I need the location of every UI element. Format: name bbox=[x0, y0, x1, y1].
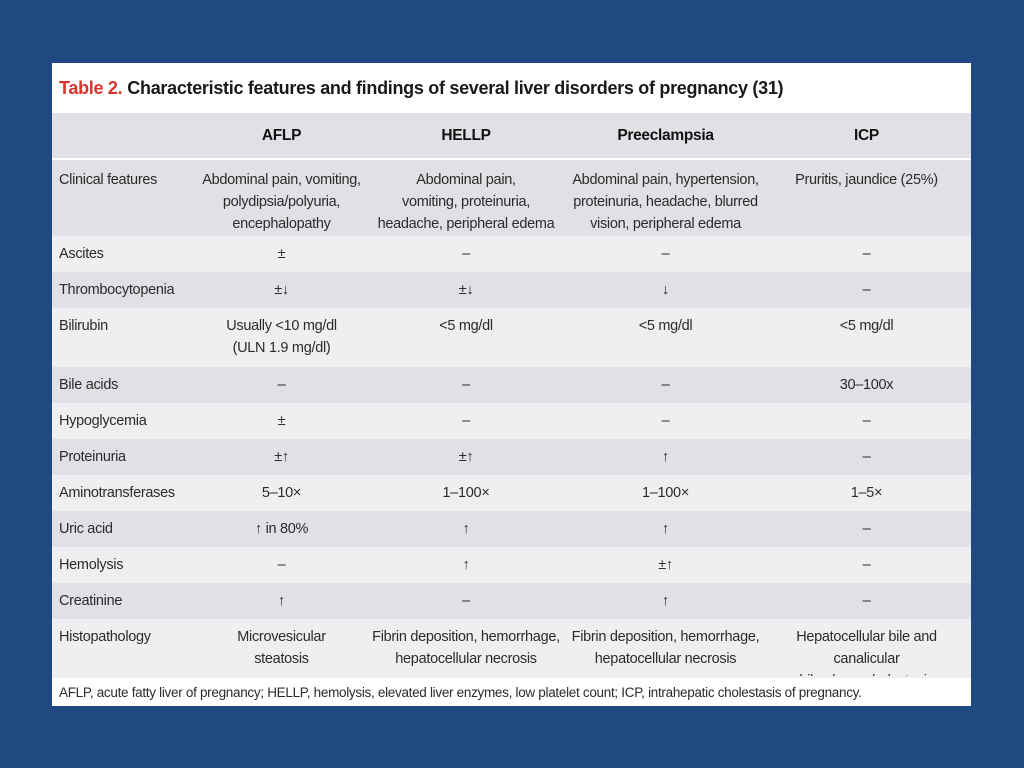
table-cell: Pruritis, jaundice (25%) bbox=[762, 159, 971, 236]
table-row bbox=[52, 272, 971, 308]
row-label: Uric acid bbox=[52, 511, 200, 547]
row-label: Ascites bbox=[52, 236, 200, 272]
table-row bbox=[52, 367, 971, 403]
table-title-label: Table 2. bbox=[59, 77, 123, 98]
table-cell: 1–100× bbox=[569, 475, 762, 511]
table-cell: ↑ in 80% bbox=[200, 511, 363, 547]
table-cell: – bbox=[762, 403, 971, 439]
table-cell: ↑ bbox=[363, 547, 569, 583]
table-row bbox=[52, 583, 971, 619]
column-header-icp: ICP bbox=[762, 113, 971, 159]
table-cell: <5 mg/dl bbox=[363, 308, 569, 367]
table-cell: ↑ bbox=[569, 511, 762, 547]
table-cell: – bbox=[762, 272, 971, 308]
table-cell: ± bbox=[200, 236, 363, 272]
table-title-text: Characteristic features and findings of several liver disorders of pregnancy (31) bbox=[127, 77, 784, 98]
row-label: Bilirubin bbox=[52, 308, 200, 367]
table-footnote: AFLP, acute fatty liver of pregnancy; HELLP, hemolysis, elevated liver enzymes, low platelet count; ICP, intrahepatic cholestasis of pregnancy. bbox=[52, 676, 971, 706]
table-row bbox=[52, 308, 971, 367]
table-cell: – bbox=[762, 236, 971, 272]
table-cell: ↑ bbox=[200, 583, 363, 619]
table-cell: <5 mg/dl bbox=[762, 308, 971, 367]
table-cell: Abdominal pain, vomiting, polydipsia/polyuria, encephalopathy bbox=[200, 159, 363, 236]
table-cell: Fibrin deposition, hemorrhage, hepatocellular necrosis bbox=[363, 619, 569, 692]
liver-disorders-table bbox=[52, 113, 971, 692]
table-cell: ↑ bbox=[569, 439, 762, 475]
table-cell: ±↓ bbox=[363, 272, 569, 308]
table-cell: – bbox=[363, 236, 569, 272]
table-cell: – bbox=[569, 403, 762, 439]
table-cell: ↓ bbox=[569, 272, 762, 308]
table-cell: Fibrin deposition, hemorrhage, hepatocellular necrosis bbox=[569, 619, 762, 692]
table-cell: <5 mg/dl bbox=[569, 308, 762, 367]
table-cell: 5–10× bbox=[200, 475, 363, 511]
table-cell: Microvesicular steatosis bbox=[200, 619, 363, 692]
row-label: Proteinuria bbox=[52, 439, 200, 475]
table-cell: – bbox=[363, 403, 569, 439]
table-cell: – bbox=[569, 236, 762, 272]
table-cell: – bbox=[762, 583, 971, 619]
table-row bbox=[52, 511, 971, 547]
table-row bbox=[52, 439, 971, 475]
row-label: Bile acids bbox=[52, 367, 200, 403]
slide-card bbox=[52, 63, 971, 706]
table-title bbox=[52, 63, 971, 113]
table-cell: ↑ bbox=[363, 511, 569, 547]
table-cell: Abdominal pain, hypertension, proteinuria, headache, blurred vision, peripheral edema bbox=[569, 159, 762, 236]
row-label: Hypoglycemia bbox=[52, 403, 200, 439]
table-row bbox=[52, 475, 971, 511]
table-cell: – bbox=[762, 511, 971, 547]
table-row bbox=[52, 547, 971, 583]
table-cell: 1–5× bbox=[762, 475, 971, 511]
column-header-feature bbox=[52, 113, 200, 159]
table-cell: ±↑ bbox=[363, 439, 569, 475]
row-label: Thrombocytopenia bbox=[52, 272, 200, 308]
row-label: Hemolysis bbox=[52, 547, 200, 583]
table-cell: ±↑ bbox=[569, 547, 762, 583]
column-header-aflp: AFLP bbox=[200, 113, 363, 159]
table-cell: – bbox=[569, 367, 762, 403]
table-cell: – bbox=[363, 367, 569, 403]
column-header-hellp: HELLP bbox=[363, 113, 569, 159]
table-cell: 1–100× bbox=[363, 475, 569, 511]
table-cell: – bbox=[762, 547, 971, 583]
table-cell: Abdominal pain, vomiting, proteinuria, headache, peripheral edema bbox=[363, 159, 569, 236]
table-row bbox=[52, 236, 971, 272]
table-row bbox=[52, 159, 971, 236]
table-cell: – bbox=[762, 439, 971, 475]
row-label: Aminotransferases bbox=[52, 475, 200, 511]
column-header-preeclampsia: Preeclampsia bbox=[569, 113, 762, 159]
table-cell: ±↓ bbox=[200, 272, 363, 308]
table-cell: Hepatocellular bile and canalicular bbox=[762, 619, 971, 692]
table-cell: – bbox=[200, 547, 363, 583]
table-header-row bbox=[52, 113, 971, 159]
table-cell: – bbox=[200, 367, 363, 403]
table-row bbox=[52, 403, 971, 439]
table-cell: ↑ bbox=[569, 583, 762, 619]
row-label: Histopathology bbox=[52, 619, 200, 692]
table-cell: 30–100x bbox=[762, 367, 971, 403]
table-cell: – bbox=[363, 583, 569, 619]
table-cell: ±↑ bbox=[200, 439, 363, 475]
table-cell: ± bbox=[200, 403, 363, 439]
row-label: Clinical features bbox=[52, 159, 200, 236]
table-cell: Usually <10 mg/dl (ULN 1.9 mg/dl) bbox=[200, 308, 363, 367]
row-label: Creatinine bbox=[52, 583, 200, 619]
